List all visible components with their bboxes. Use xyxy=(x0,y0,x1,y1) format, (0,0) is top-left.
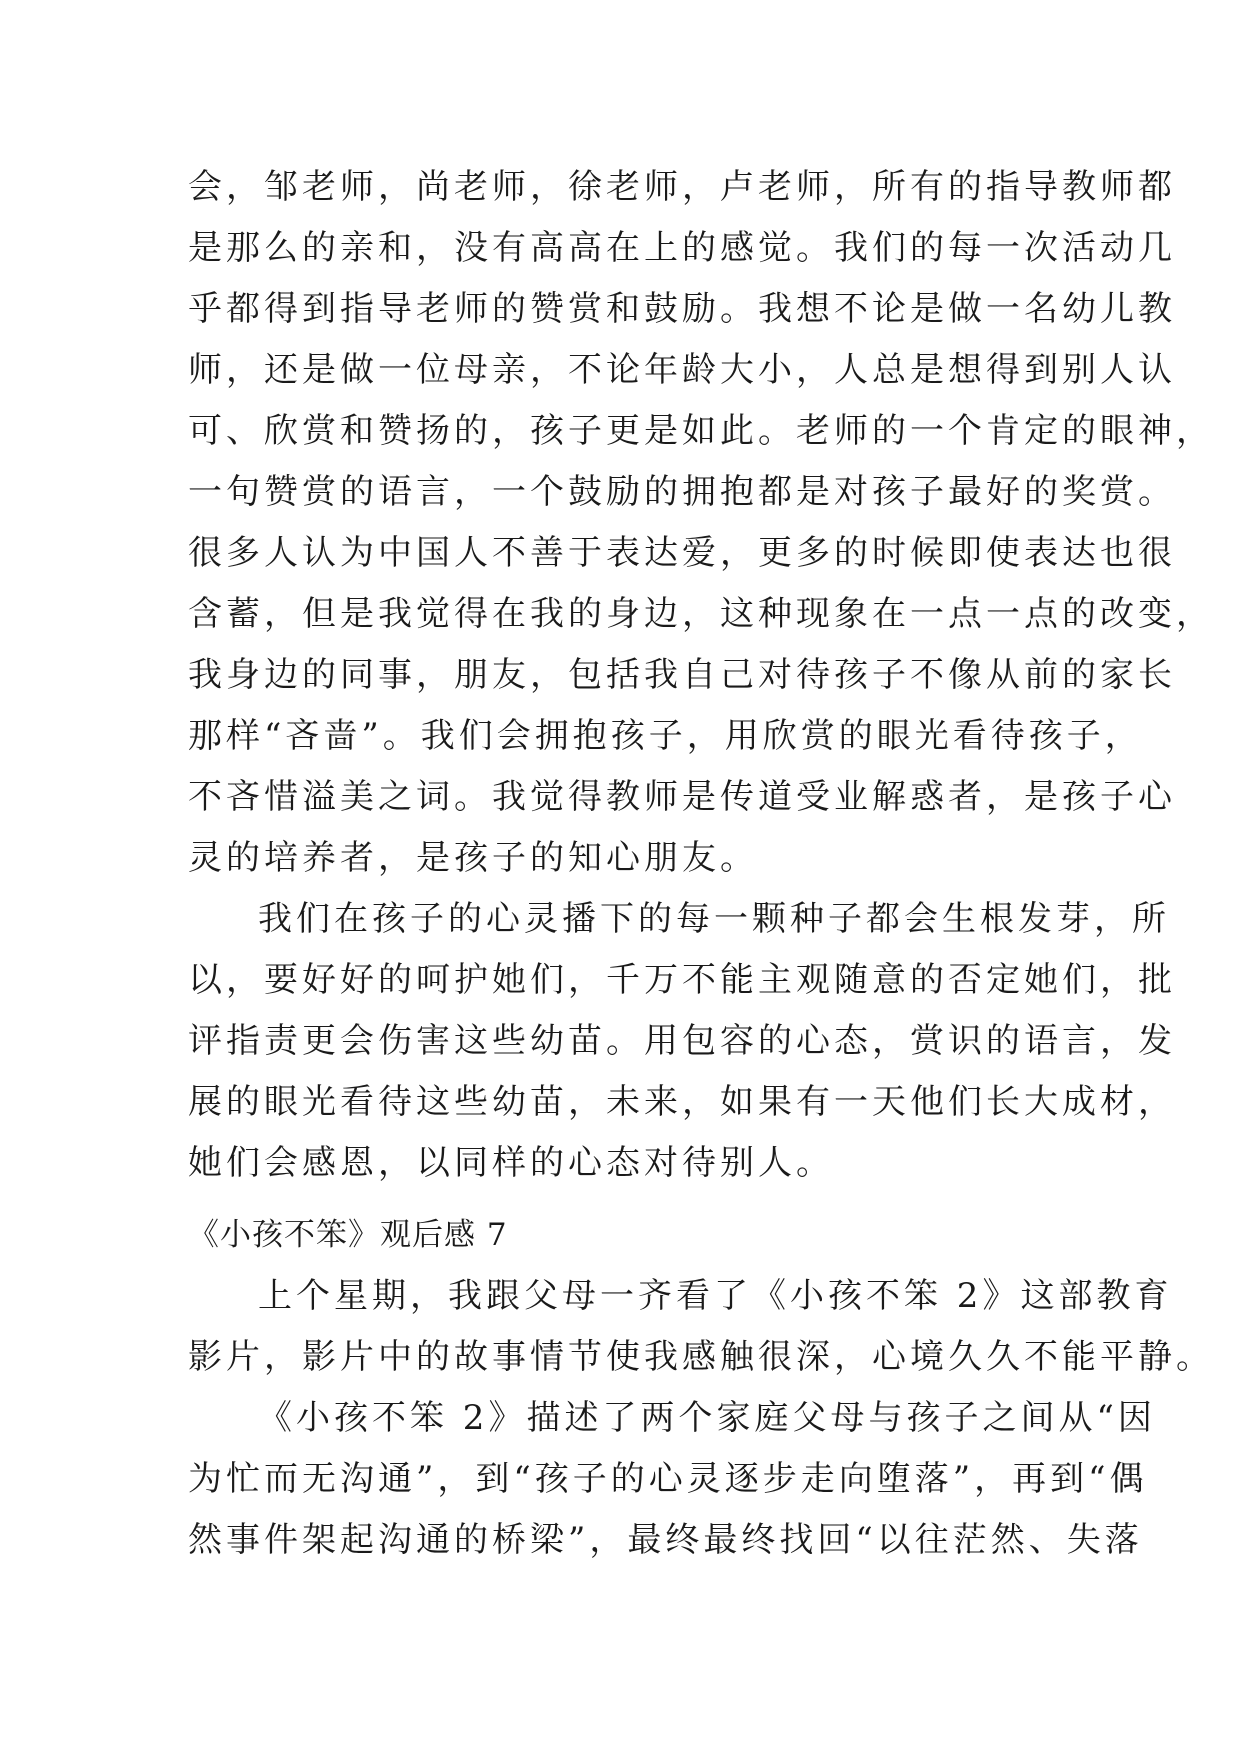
paragraph-line: 《小孩不笨 2》描述了两个家庭父母与孩子之间从“因 xyxy=(258,1398,1156,1438)
paragraph-line: 师，还是做一位母亲，不论年龄大小，人总是想得到别人认 xyxy=(188,350,1176,390)
paragraph-line: 是那么的亲和，没有高高在上的感觉。我们的每一次活动几 xyxy=(188,228,1176,268)
paragraph-line: 可、欣赏和赞扬的，孩子更是如此。老师的一个肯定的眼神， xyxy=(188,411,1214,451)
paragraph-line: 展的眼光看待这些幼苗，未来，如果有一天他们长大成材， xyxy=(188,1082,1176,1122)
paragraph-line: 那样“吝啬”。我们会拥抱孩子，用欣赏的眼光看待孩子， xyxy=(188,716,1143,756)
paragraph-line: 很多人认为中国人不善于表达爱，更多的时候即使表达也很 xyxy=(188,533,1176,573)
paragraph-line: 她们会感恩，以同样的心态对待别人。 xyxy=(188,1143,834,1183)
body-text-upper xyxy=(188,157,1214,1194)
paragraph-line: 上个星期，我跟父母一齐看了《小孩不笨 2》这部教育 xyxy=(258,1276,1173,1316)
paragraph-line: 影片，影片中的故事情节使我感触很深，心境久久不能平静。 xyxy=(188,1337,1214,1377)
section-heading: 《小孩不笨》观后感 7 xyxy=(188,1217,508,1253)
paragraph-line: 不吝惜溢美之词。我觉得教师是传道受业解惑者，是孩子心 xyxy=(188,777,1176,817)
paragraph-line: 灵的培养者，是孩子的知心朋友。 xyxy=(188,838,758,878)
paragraph-line: 为忙而无沟通”，到“孩子的心灵逐步走向堕落”，再到“偶 xyxy=(188,1459,1148,1499)
paragraph-line: 我们在孩子的心灵播下的每一颗种子都会生根发芽，所 xyxy=(258,899,1170,939)
paragraph-line: 会，邹老师，尚老师，徐老师，卢老师，所有的指导教师都 xyxy=(188,167,1176,207)
body-text-lower xyxy=(188,1205,1214,1571)
paragraph-line: 一句赞赏的语言，一个鼓励的拥抱都是对孩子最好的奖赏。 xyxy=(188,472,1176,512)
paragraph-line: 然事件架起沟通的桥梁”，最终最终找回“以往茫然、失落 xyxy=(188,1520,1143,1560)
paragraph-line: 以，要好好的呵护她们，千万不能主观随意的否定她们，批 xyxy=(188,960,1176,1000)
paragraph-line: 乎都得到指导老师的赞赏和鼓励。我想不论是做一名幼儿教 xyxy=(188,289,1176,329)
paragraph-line: 含蓄，但是我觉得在我的身边，这种现象在一点一点的改变， xyxy=(188,594,1214,634)
paragraph-line: 评指责更会伤害这些幼苗。用包容的心态，赏识的语言，发 xyxy=(188,1021,1176,1061)
paragraph-line: 我身边的同事，朋友，包括我自己对待孩子不像从前的家长 xyxy=(188,655,1176,695)
